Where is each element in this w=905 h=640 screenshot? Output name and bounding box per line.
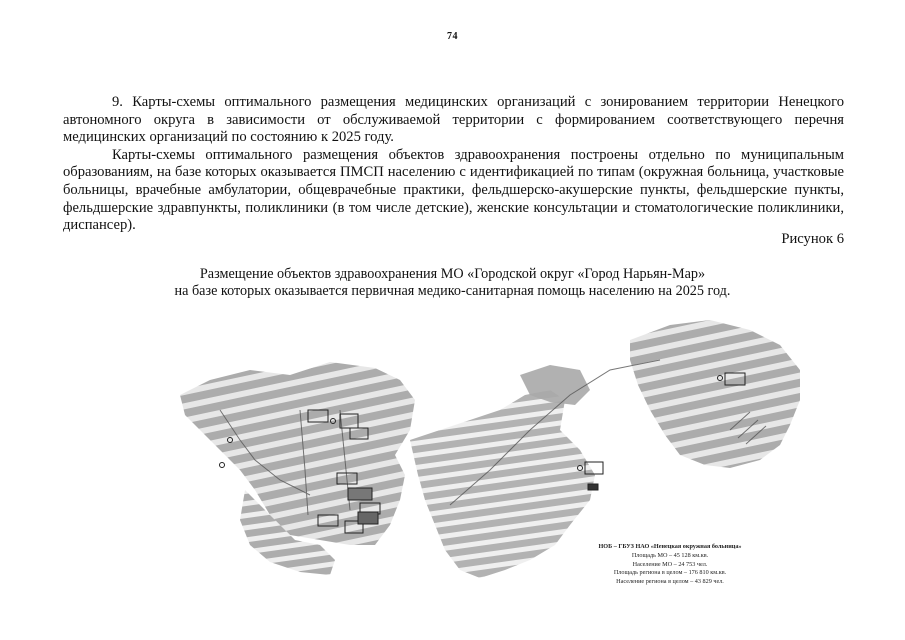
legend-title: НОБ – ГБУЗ НАО «Ненецкая окружная больница» [598, 543, 742, 550]
facility-marker [358, 512, 378, 524]
figure-caption [0, 266, 905, 300]
page-number: 74 [447, 31, 458, 42]
legend-population-region: Население региона в целом – 43 829 чел. [616, 578, 724, 586]
region-east [630, 320, 800, 468]
facility-marker [348, 488, 372, 500]
legend-area-mo: Площадь МО – 45 128 км.кв. [631, 551, 709, 559]
figure-label: Рисунок 6 [781, 231, 844, 247]
legend-population-mo: Население МО – 24 753 чел. [632, 560, 708, 568]
facility-marker [588, 484, 598, 490]
figure-caption-line-2: на базе которых оказывается первичная медико-санитарная помощь населению на 2025 год. [174, 283, 731, 299]
facility-circle-icon [220, 463, 225, 468]
figure-caption-line-1: Размещение объектов здравоохранения МО «Городской округ «Город Нарьян-Мар» [199, 266, 706, 282]
paragraph-map-description: Карты-схемы оптимального размещения объектов здравоохранения построены отдельно по муниципальным образованиям, на базе которых оказывается ПМСП населению с идентификацией по типам (окружная больница, участковые больницы, врачебные амбулатории, общеврачебные практики, фельдшерско-акушерские пункты, фельдшерские пункты, фельдшерские здравпункты, поликлиники (в том числе детские), женские консультации и стоматологические поликлиники, диспансер). [63, 146, 844, 234]
paragraph-section-9: 9. Карты-схемы оптимального размещения медицинских организаций с зонированием территории Ненецкого автономного округа в зависимости от обслуживаемой территории с формированием соответствующего перечня медицинских организаций по состоянию к 2025 году. [63, 94, 844, 146]
legend-area-region: Площадь региона в целом – 176 810 км.кв. [613, 569, 727, 577]
region-west [180, 362, 415, 575]
body-text [63, 94, 844, 235]
map-legend [572, 543, 768, 587]
